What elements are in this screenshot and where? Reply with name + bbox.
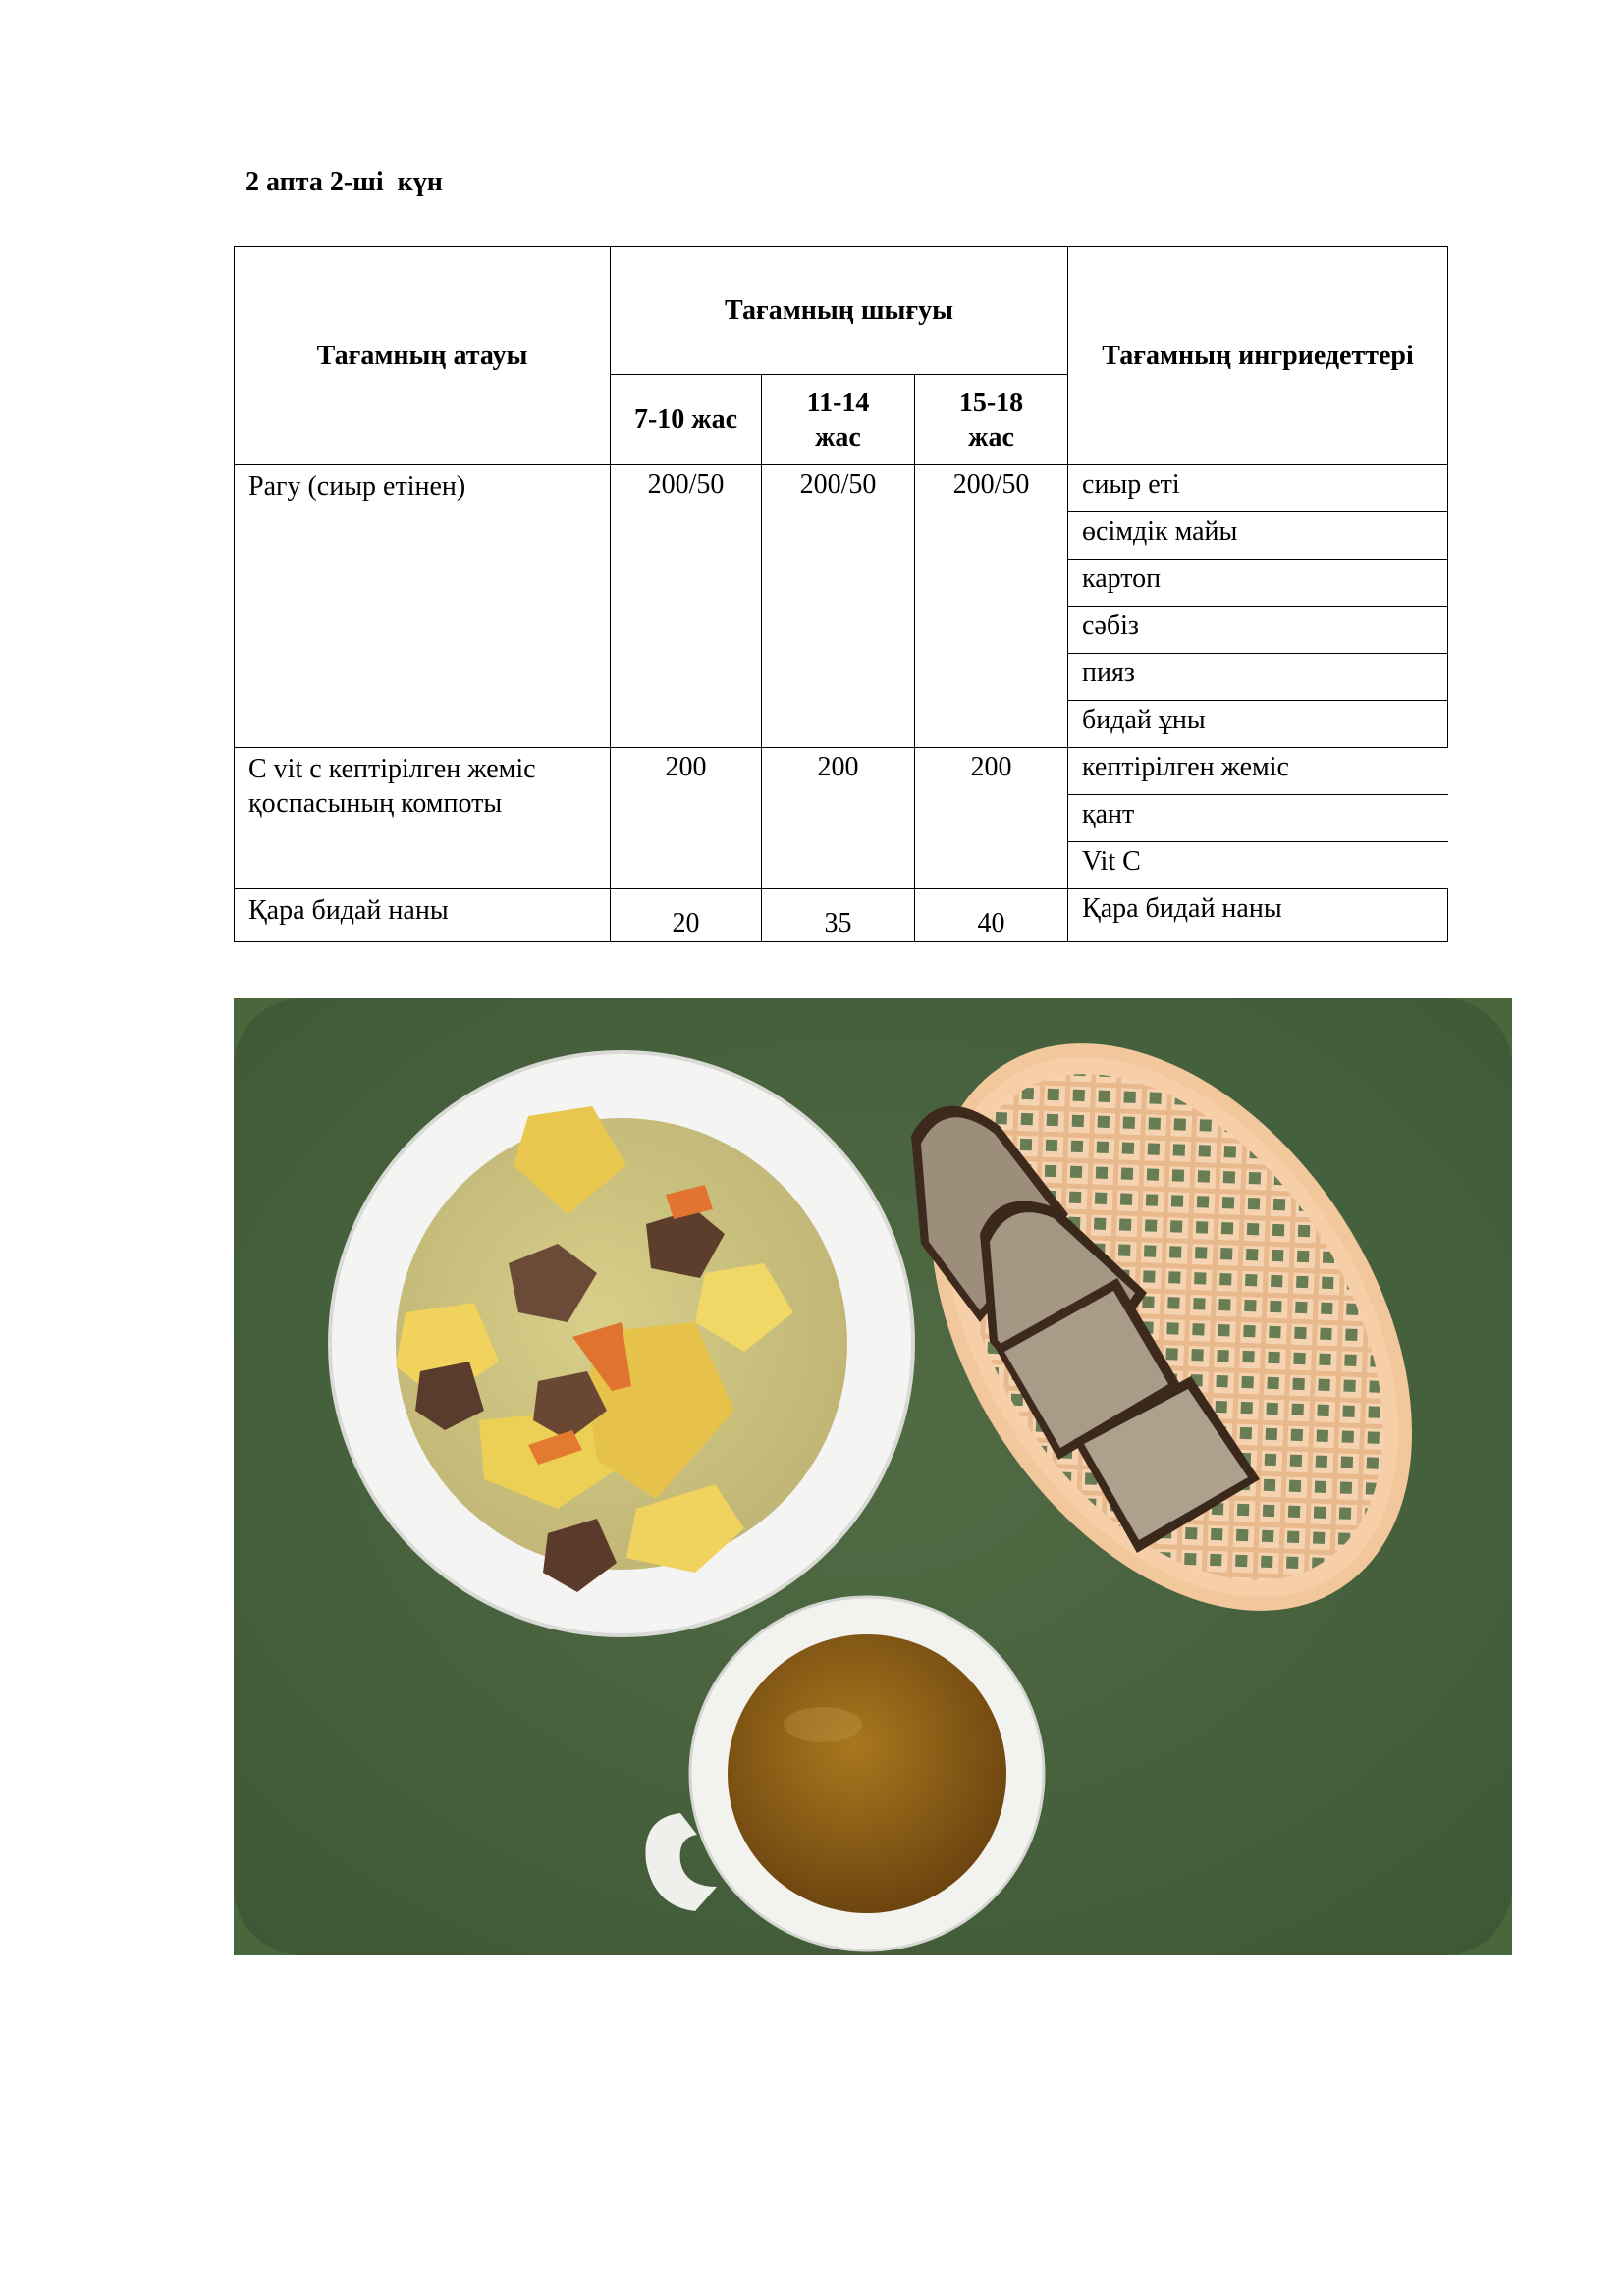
ingredient-cell: пияз — [1068, 654, 1448, 701]
portion-cell: 40 — [915, 889, 1068, 942]
portion-cell: 200 — [915, 748, 1068, 889]
meal-photo — [234, 998, 1512, 1955]
dish-name-cell: Қара бидай наны — [235, 889, 611, 942]
ingredient-cell: картоп — [1068, 560, 1448, 607]
portion-cell: 200/50 — [915, 465, 1068, 748]
ingredient-cell: өсімдік майы — [1068, 512, 1448, 560]
ingredient-cell: сәбіз — [1068, 607, 1448, 654]
header-age-7-10: 7-10 жас — [611, 375, 762, 465]
table-row — [235, 889, 1448, 942]
ragout-bowl — [330, 1052, 913, 1635]
header-dish-name: Тағамның атауы — [235, 247, 611, 465]
dish-name-cell: Рагу (сиыр етінен) — [235, 465, 611, 748]
header-ingredients: Тағамның ингриедеттері — [1068, 247, 1448, 465]
ingredient-cell: Vit C — [1068, 842, 1448, 889]
header-age-15-18: 15-18 жас — [915, 375, 1068, 465]
portion-cell: 20 — [611, 889, 762, 942]
menu-table — [234, 246, 1448, 942]
ingredient-cell: қант — [1068, 795, 1448, 842]
ingredient-cell: сиыр еті — [1068, 465, 1448, 512]
portion-cell: 200/50 — [611, 465, 762, 748]
header-age-11-14: 11-14 жас — [762, 375, 915, 465]
ingredient-cell: Қара бидай наны — [1068, 889, 1448, 942]
ingredient-cell: бидай ұны — [1068, 701, 1448, 748]
table-row — [235, 748, 1448, 795]
table-row — [235, 465, 1448, 512]
portion-cell: 200 — [611, 748, 762, 889]
portion-cell: 200/50 — [762, 465, 915, 748]
header-output: Тағамның шығуы — [611, 247, 1068, 375]
ingredient-cell: кептірілген жеміс — [1068, 748, 1448, 795]
portion-cell: 35 — [762, 889, 915, 942]
page-title: 2 апта 2-ші күн — [245, 167, 443, 197]
portion-cell: 200 — [762, 748, 915, 889]
dish-name-cell: С vit с кептірілген жеміс қоспасының компоты — [235, 748, 611, 889]
